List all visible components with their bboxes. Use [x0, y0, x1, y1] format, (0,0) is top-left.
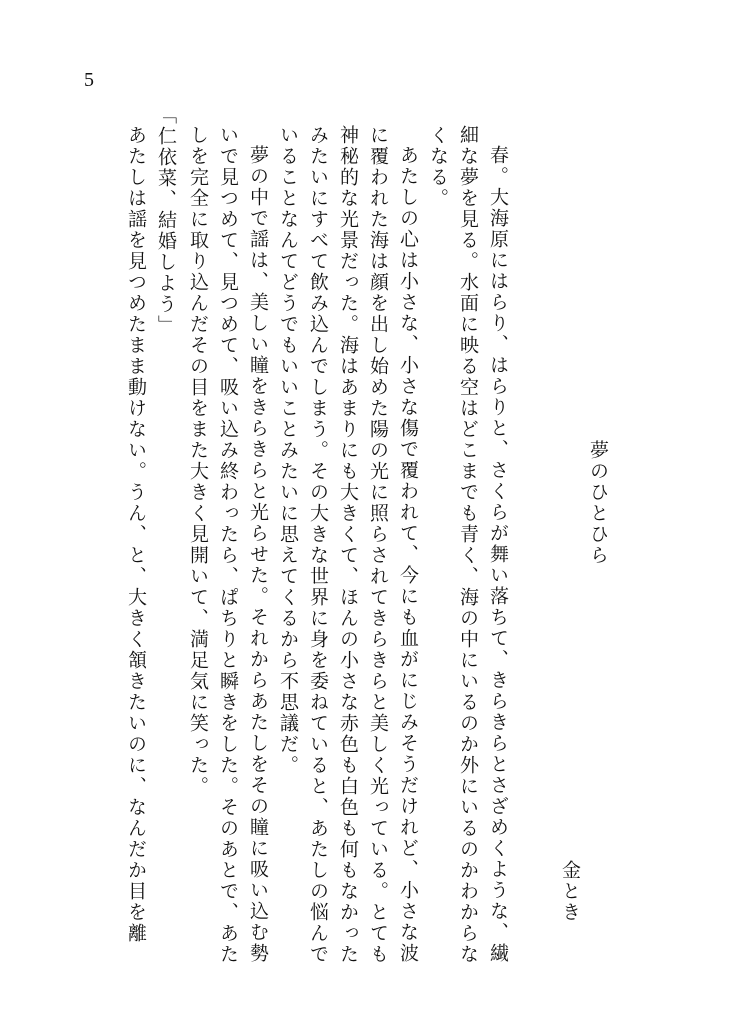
- body-line: 春。大海原にはらり、はらりと、さくらが舞い落ちて、きらきらとさざめくような、繊: [487, 145, 509, 964]
- body-line: しを完全に取り込んだその目をまた大きく見開いて、満足気に笑った。: [187, 125, 209, 797]
- body-line: に覆われた海は顔を出し始めた陽の光に照らされてきらきらと美しく光っている。とても: [367, 125, 389, 965]
- body-line: いで見つめて、見つめて、吸い込み終わったら、ぱちりと瞬きをした。そのあとで、あた: [217, 125, 239, 965]
- page-number: 5: [84, 69, 94, 91]
- body-line: あたしの心は小さな、小さな傷で覆われて、今にも血がにじみそうだけれど、小さな波: [397, 145, 419, 964]
- body-line: 細な夢を見る。水面に映る空はどこまでも青く、海の中にいるのか外にいるのかわからな: [457, 125, 479, 965]
- body-line: あたしは謡を見つめたまま動けない。うん、と、大きく頷きたいのに、なんだか目を離: [125, 125, 147, 944]
- body-line: 「仁依菜、結婚しよう」: [155, 105, 177, 336]
- body-line: みたいにすべて飲み込んでしまう。その大きな世界に身を委ねていると、あたしの悩んで: [307, 125, 329, 965]
- body-line: いることなんてどうでもいいことみたいに思えてくるから不思議だ。: [277, 125, 299, 776]
- author-name: 金とき: [559, 860, 581, 923]
- body-line: くなる。: [427, 125, 449, 209]
- body-line: 夢の中で謡は、美しい瞳をきらきらと光らせた。それからあたしをその瞳に吸い込む勢: [247, 145, 269, 964]
- body-line: 神秘的な光景だった。海はあまりにも大きくて、ほんの小さな赤色も白色も何もなかった: [337, 125, 359, 965]
- story-title: 夢のひとひら: [587, 440, 609, 566]
